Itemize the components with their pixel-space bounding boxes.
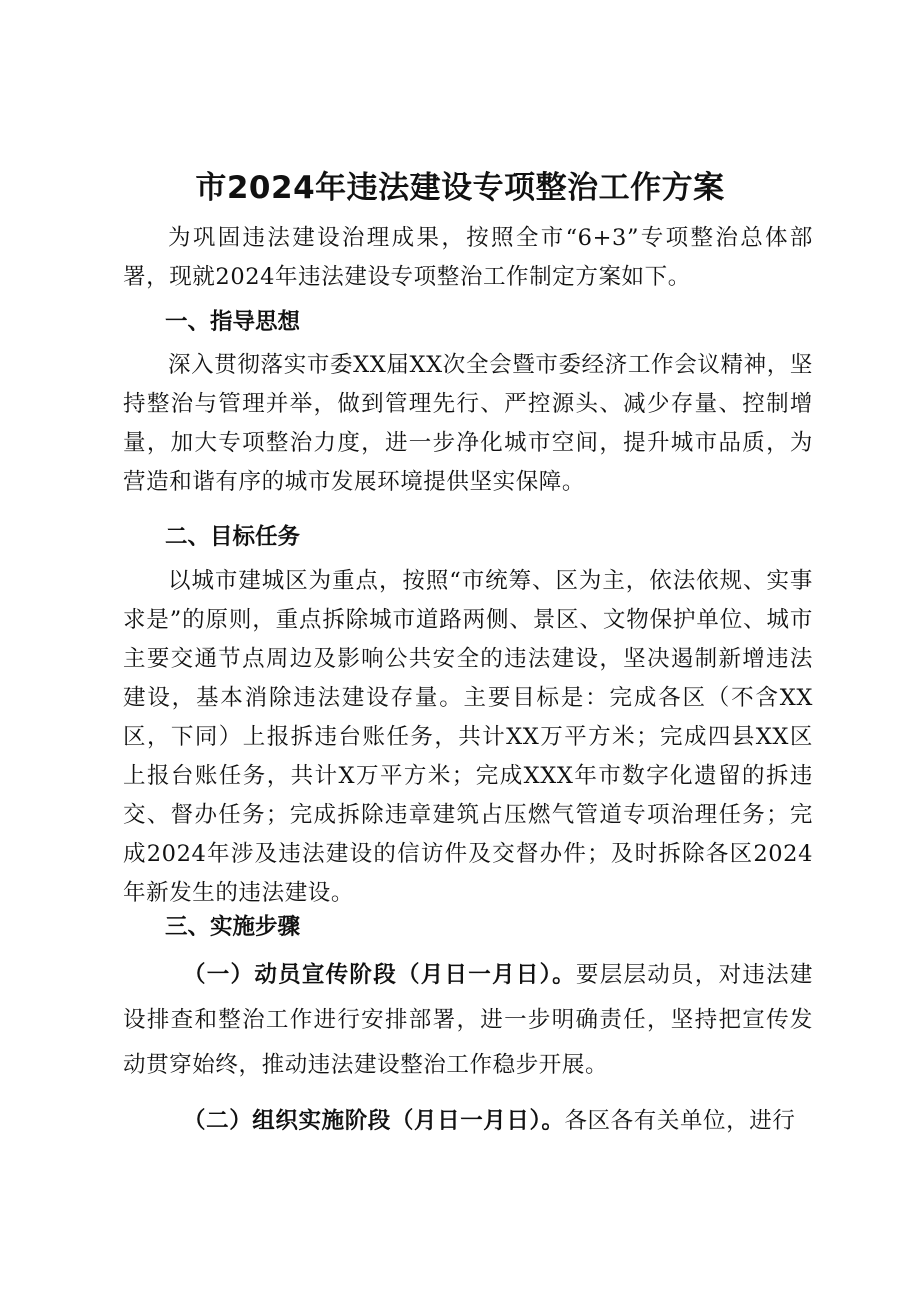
guiding-ideology-paragraph: 深入贯彻落实市委XX届XX次全会暨市委经济工作会议精神，坚持整治与管理并举，做到管理先行、严控源头、减少存量、控制增量，加大专项整治力度，进一步净化城市空间，提升城市品质，为营造和谐有序的城市发展环境提供坚实保障。 xyxy=(123,352,813,495)
step-implementation-lead: （二）组织实施阶段（月日一月日）。 xyxy=(183,1108,565,1134)
document-title: 市2024年违法建设专项整治工作方案 xyxy=(195,170,725,206)
step-implementation-text: 各区各有关单位，进行 xyxy=(564,1108,796,1134)
intro-paragraph: 为巩固违法建设治理成果，按照全市“6+3”专项整治总体部署，现就2024年违法建设专项整治工作制定方案如下。 xyxy=(123,225,813,290)
step-mobilization-text: 要层层动员，对违法建设排查和整治工作进行安排部署，进一步明确责任，坚持把宣传发动贯穿始终，推动违法建设整治工作稳步开展。 xyxy=(123,962,813,1078)
section-heading-implementation-steps: 三、实施步骤 xyxy=(165,914,301,940)
section-heading-objectives: 二、目标任务 xyxy=(165,524,301,550)
step-implementation-paragraph xyxy=(123,1099,813,1144)
section-heading-guiding-ideology: 一、指导思想 xyxy=(165,309,301,335)
objectives-paragraph: 以城市建城区为重点，按照“市统筹、区为主，依法依规、实事求是”的原则，重点拆除城市道路两侧、景区、文物保护单位、城市主要交通节点周边及影响公共安全的违法建设，坚决遏制新增违法建设，基本消除违法建设存量。主要目标是：完成各区（不含XX区，下同）上报拆违台账任务，共计XX万平方米；完成四县XX区上报台账任务，共计X万平方米；完成XXX年市数字化遗留的拆违交、督办任务；完成拆除违章建筑占压燃气管道专项治理任务；完成2024年涉及违法建设的信访件及交督办件；及时拆除各区2024年新发生的违法建设。 xyxy=(123,568,813,906)
step-mobilization-lead: （一）动员宣传阶段（月日一月日）。 xyxy=(183,962,576,988)
step-mobilization-paragraph xyxy=(123,953,813,1088)
